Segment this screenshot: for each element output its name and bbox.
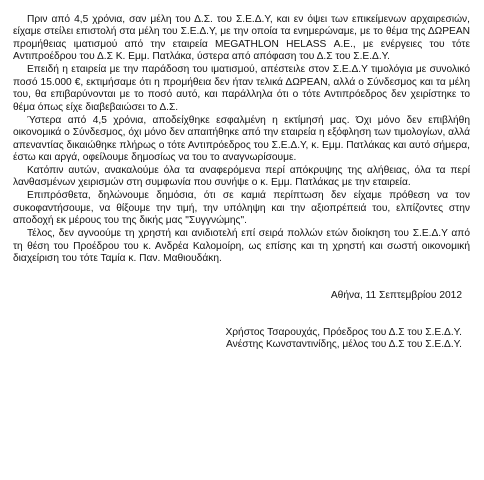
paragraph-5: Επιπρόσθετα, δηλώνουμε δημόσια, ότι σε καμιά περίπτωση δεν είχαμε πρόθεση να τον συκοφαντήσουμε, να θίξουμε την τιμή, την υπόληψη και την αξιοπρέπειά του, ελπίζοντες στην αποδοχή εκ μέρους του της δικής μας "Συγγνώμης". <box>13 190 470 227</box>
paragraph-2: Επειδή η εταιρεία με την παράδοση του ιματισμού, απέστειλε στον Σ.Ε.Δ.Υ τιμολόγια με συνολικό ποσό 15.000 €, εκτιμήσαμε ότι η προμήθεια δεν ήταν τελικά ΔΩΡΕΑΝ, αλλά ο Σύνδεσμος και τα μέλη του, θα επιβαρύνονται με το ποσό αυτό, και παράλληλα ότι ο τότε Αντιπρόεδρος δεν χειρίστηκε το θέμα όπως είχε διαβεβαιώσει το Δ.Σ. <box>13 64 470 113</box>
signature-block <box>13 327 462 352</box>
paragraph-6: Τέλος, δεν αγνοούμε τη χρηστή και ανιδιοτελή επί σειρά πολλών ετών διοίκηση του Σ.Ε.Δ.Υ από τη θέση του Προέδρου του κ. Ανδρέα Καλομοίρη, ως επίσης και τη χρηστή και σωστή οικονομική διαχείριση του τότε Ταμία κ. Παν. Μαθιουδάκη. <box>13 228 470 265</box>
letter-date: Αθήνα, 11 Σεπτεμβρίου 2012 <box>330 289 462 301</box>
signature-member: Ανέστης Κωνσταντινίδης, μέλος του Δ.Σ του Σ.Ε.Δ.Υ. <box>226 339 462 351</box>
paragraph-1: Πριν από 4,5 χρόνια, σαν μέλη του Δ.Σ. του Σ.Ε.Δ.Υ, και εν όψει των επικείμενων αρχαιρεσιών, είχαμε στείλει επιστολή στα μέλη του Σ.Ε.Δ.Υ, με την οποία τα ενημερώναμε, με το θέμα της ΔΩΡΕΑΝ προμήθειας ιματισμού από την εταιρεία MEGATHLON HELASS Α.Ε., με ενέργειες του τότε Αντιπροέδρου του Δ.Σ Κ. Εμμ. Πατλάκα, ύστερα από απόφαση του Δ.Σ του Σ.Ε.Δ.Υ. <box>13 14 470 63</box>
paragraph-3: Ύστερα από 4,5 χρόνια, αποδείχθηκε εσφαλμένη η εκτίμησή μας. Όχι μόνο δεν επιβλήθη οικονομικά ο Σύνδεσμος, όχι μόνο δεν απαιτήθηκε από την εταιρεία η εξόφληση των τιμολογίων, αλλά απεναντίας δικαιώθηκε πλήρως ο τότε Αντιπρόεδρος του Σ.Ε.Δ.Υ, κ. Εμμ. Πατλάκας και αυτό σήμερα, έστω και αργά, οφείλουμε δημοσίως να του το αναγνωρίσουμε. <box>13 114 470 163</box>
signature-president: Χρήστος Τσαρουχάς, Πρόεδρος του Δ.Σ του Σ.Ε.Δ.Υ. <box>225 327 462 339</box>
paragraph-4: Κατόπιν αυτών, ανακαλούμε όλα τα αναφερόμενα περί απόκρυψης της αλήθειας, όλα τα περί λανθασμένων χειρισμών στη συμφωνία που συνήψε ο κ. Εμμ. Πατλάκας με την εταιρεία. <box>13 164 470 189</box>
